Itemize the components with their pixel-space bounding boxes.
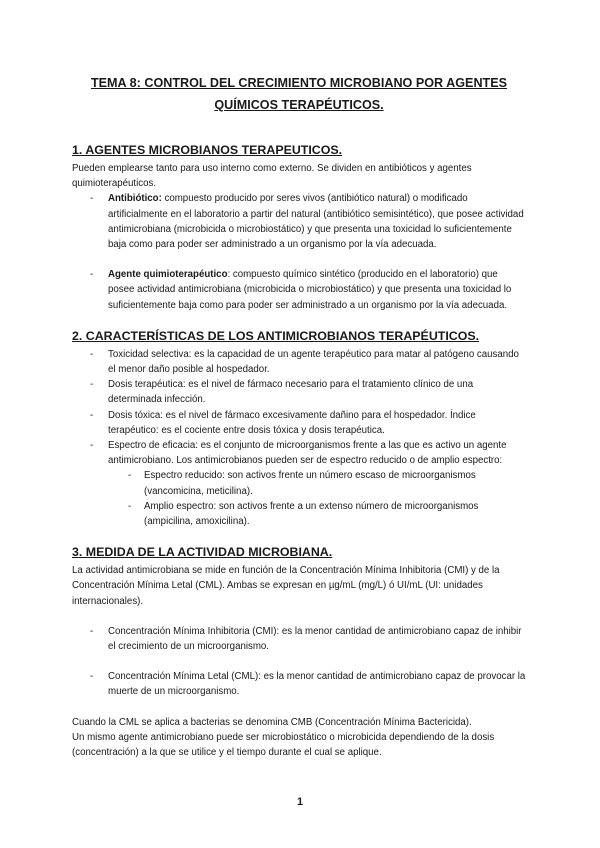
list-item — [72, 347, 526, 377]
list-item-cmi — [72, 624, 526, 654]
spectrum-sublist — [72, 468, 526, 529]
definition-list — [72, 191, 526, 312]
list-item-text: Concentración Mínima Inhibitoria (CMI): es la menor cantidad de antimicrobiano capaz de inhibir el crecimiento de un microorganismo. — [108, 625, 522, 653]
list-item — [72, 438, 526, 468]
bullet-dash: - — [128, 470, 132, 482]
bullet-dash: - — [90, 625, 94, 637]
list-item-cml — [72, 669, 526, 699]
sub-list-item — [72, 499, 526, 529]
list-item-text: Espectro de eficacia: es el conjunto de microorganismos frente a las que es activo un agente antimicrobiano. Los antimicrobianos pueden ser de espectro reducido o de amplio espectro: — [108, 440, 507, 467]
page-number: 1 — [296, 796, 304, 808]
bullet-dash: - — [90, 269, 94, 281]
spacer — [72, 252, 526, 267]
section-caracteristicas — [72, 328, 526, 529]
section-medida-actividad — [72, 544, 526, 760]
section-heading: 2. CARACTERÍSTICAS DE LOS ANTIMICROBIANOS TERAPÉUTICOS. — [72, 328, 480, 343]
bullet-dash: - — [90, 671, 94, 683]
measurement-list — [72, 624, 526, 700]
page-title: TEMA 8: CONTROL DEL CRECIMIENTO MICROBIANO POR AGENTES QUÍMICOS TERAPÉUTICOS. — [90, 76, 508, 112]
bullet-dash: - — [90, 193, 94, 205]
term-quimioterapeutico: Agente quimioterapéutico — [108, 269, 228, 281]
definition-text: : compuesto químico sintético (producido en el laboratorio) que posee actividad antimicrobiana (microbicida o microbiostático) y que presenta una toxicidad lo suficientemente baja como para poder ser administrado a un organismo por la vía adecuada. — [108, 269, 512, 311]
list-item — [72, 377, 526, 407]
section-intro: Pueden emplearse tanto para uso interno como externo. Se dividen en antibióticos y agentes quimioterapéuticos. — [72, 163, 472, 190]
list-item-quimioterapeutico — [72, 267, 526, 313]
spacer — [72, 609, 526, 624]
list-item-text: Dosis tóxica: es el nivel de fármaco excesivamente dañino para el hospedador. Índice terapéutico: es el cociente entre dosis tóxica y dosis terapéutica. — [108, 409, 476, 436]
section-heading: 1. AGENTES MICROBIANOS TERAPEUTICOS. — [72, 143, 343, 157]
list-item-text: Espectro reducido: son activos frente un número escaso de microorganismos (vancomicina, meticilina). — [144, 470, 476, 497]
sub-list-item — [72, 468, 526, 498]
bullet-dash: - — [128, 500, 132, 512]
list-item-text: Toxicidad selectiva: es la capacidad de un agente terapéutico para matar al patógeno causando el menor daño posible al hospedador. — [108, 348, 519, 376]
list-item — [72, 408, 526, 438]
section-agentes-microbianos — [72, 142, 526, 313]
section-intro: La actividad antimicrobiana se mide en función de la Concentración Mínima Inhibitoria (CMI) y de la Concentración Mínima Letal (CML). Ambas se expresan en µg/mL (mg/L) ó UI/mL (UI: unidades internacionales). — [72, 565, 500, 607]
paragraph-cmb: Cuando la CML se aplica a bacterias se denomina CMB (Concentración Mínima Bactericida). — [72, 716, 472, 728]
paragraph-dosis: Un mismo agente antimicrobiano puede ser microbiostático o microbicida dependiendo de la dosis (concentración) a la que se utilice y el tiempo durante el cual se aplique. — [72, 731, 495, 759]
section-heading: 3. MEDIDA DE LA ACTIVIDAD MICROBIANA. — [72, 545, 333, 560]
spacer — [72, 700, 526, 715]
bullet-dash: - — [90, 409, 94, 421]
list-item-antibiotico — [72, 191, 526, 252]
list-item-text: Concentración Mínima Letal (CML): es la menor cantidad de antimicrobiano capaz de provocar la muerte de un microorganismo. — [108, 671, 526, 698]
bullet-dash: - — [90, 379, 94, 391]
bullet-dash: - — [90, 348, 94, 360]
definition-text: compuesto producido por seres vivos (antibiótico natural) o modificado artificialmente en el laboratorio a partir del natural (antibiótico semisintético), que posee actividad antimicrobiana (microbicida o microbiostático) y que presenta una toxicidad lo suficientemente baja como para poder ser administrado a un organismo por la vía adecuada. — [108, 193, 524, 251]
term-antibiotico: Antibiótico: — [108, 193, 162, 205]
list-item-text: Amplio espectro: son activos frente a un extenso número de microorganismos (ampicilina, amoxicilina). — [144, 500, 479, 528]
list-item-text: Dosis terapéutica: es el nivel de fármaco necesario para el tratamiento clínico de una determinada infección. — [108, 379, 474, 406]
bullet-dash: - — [90, 440, 94, 452]
spacer — [72, 654, 526, 669]
characteristics-list — [72, 347, 526, 469]
